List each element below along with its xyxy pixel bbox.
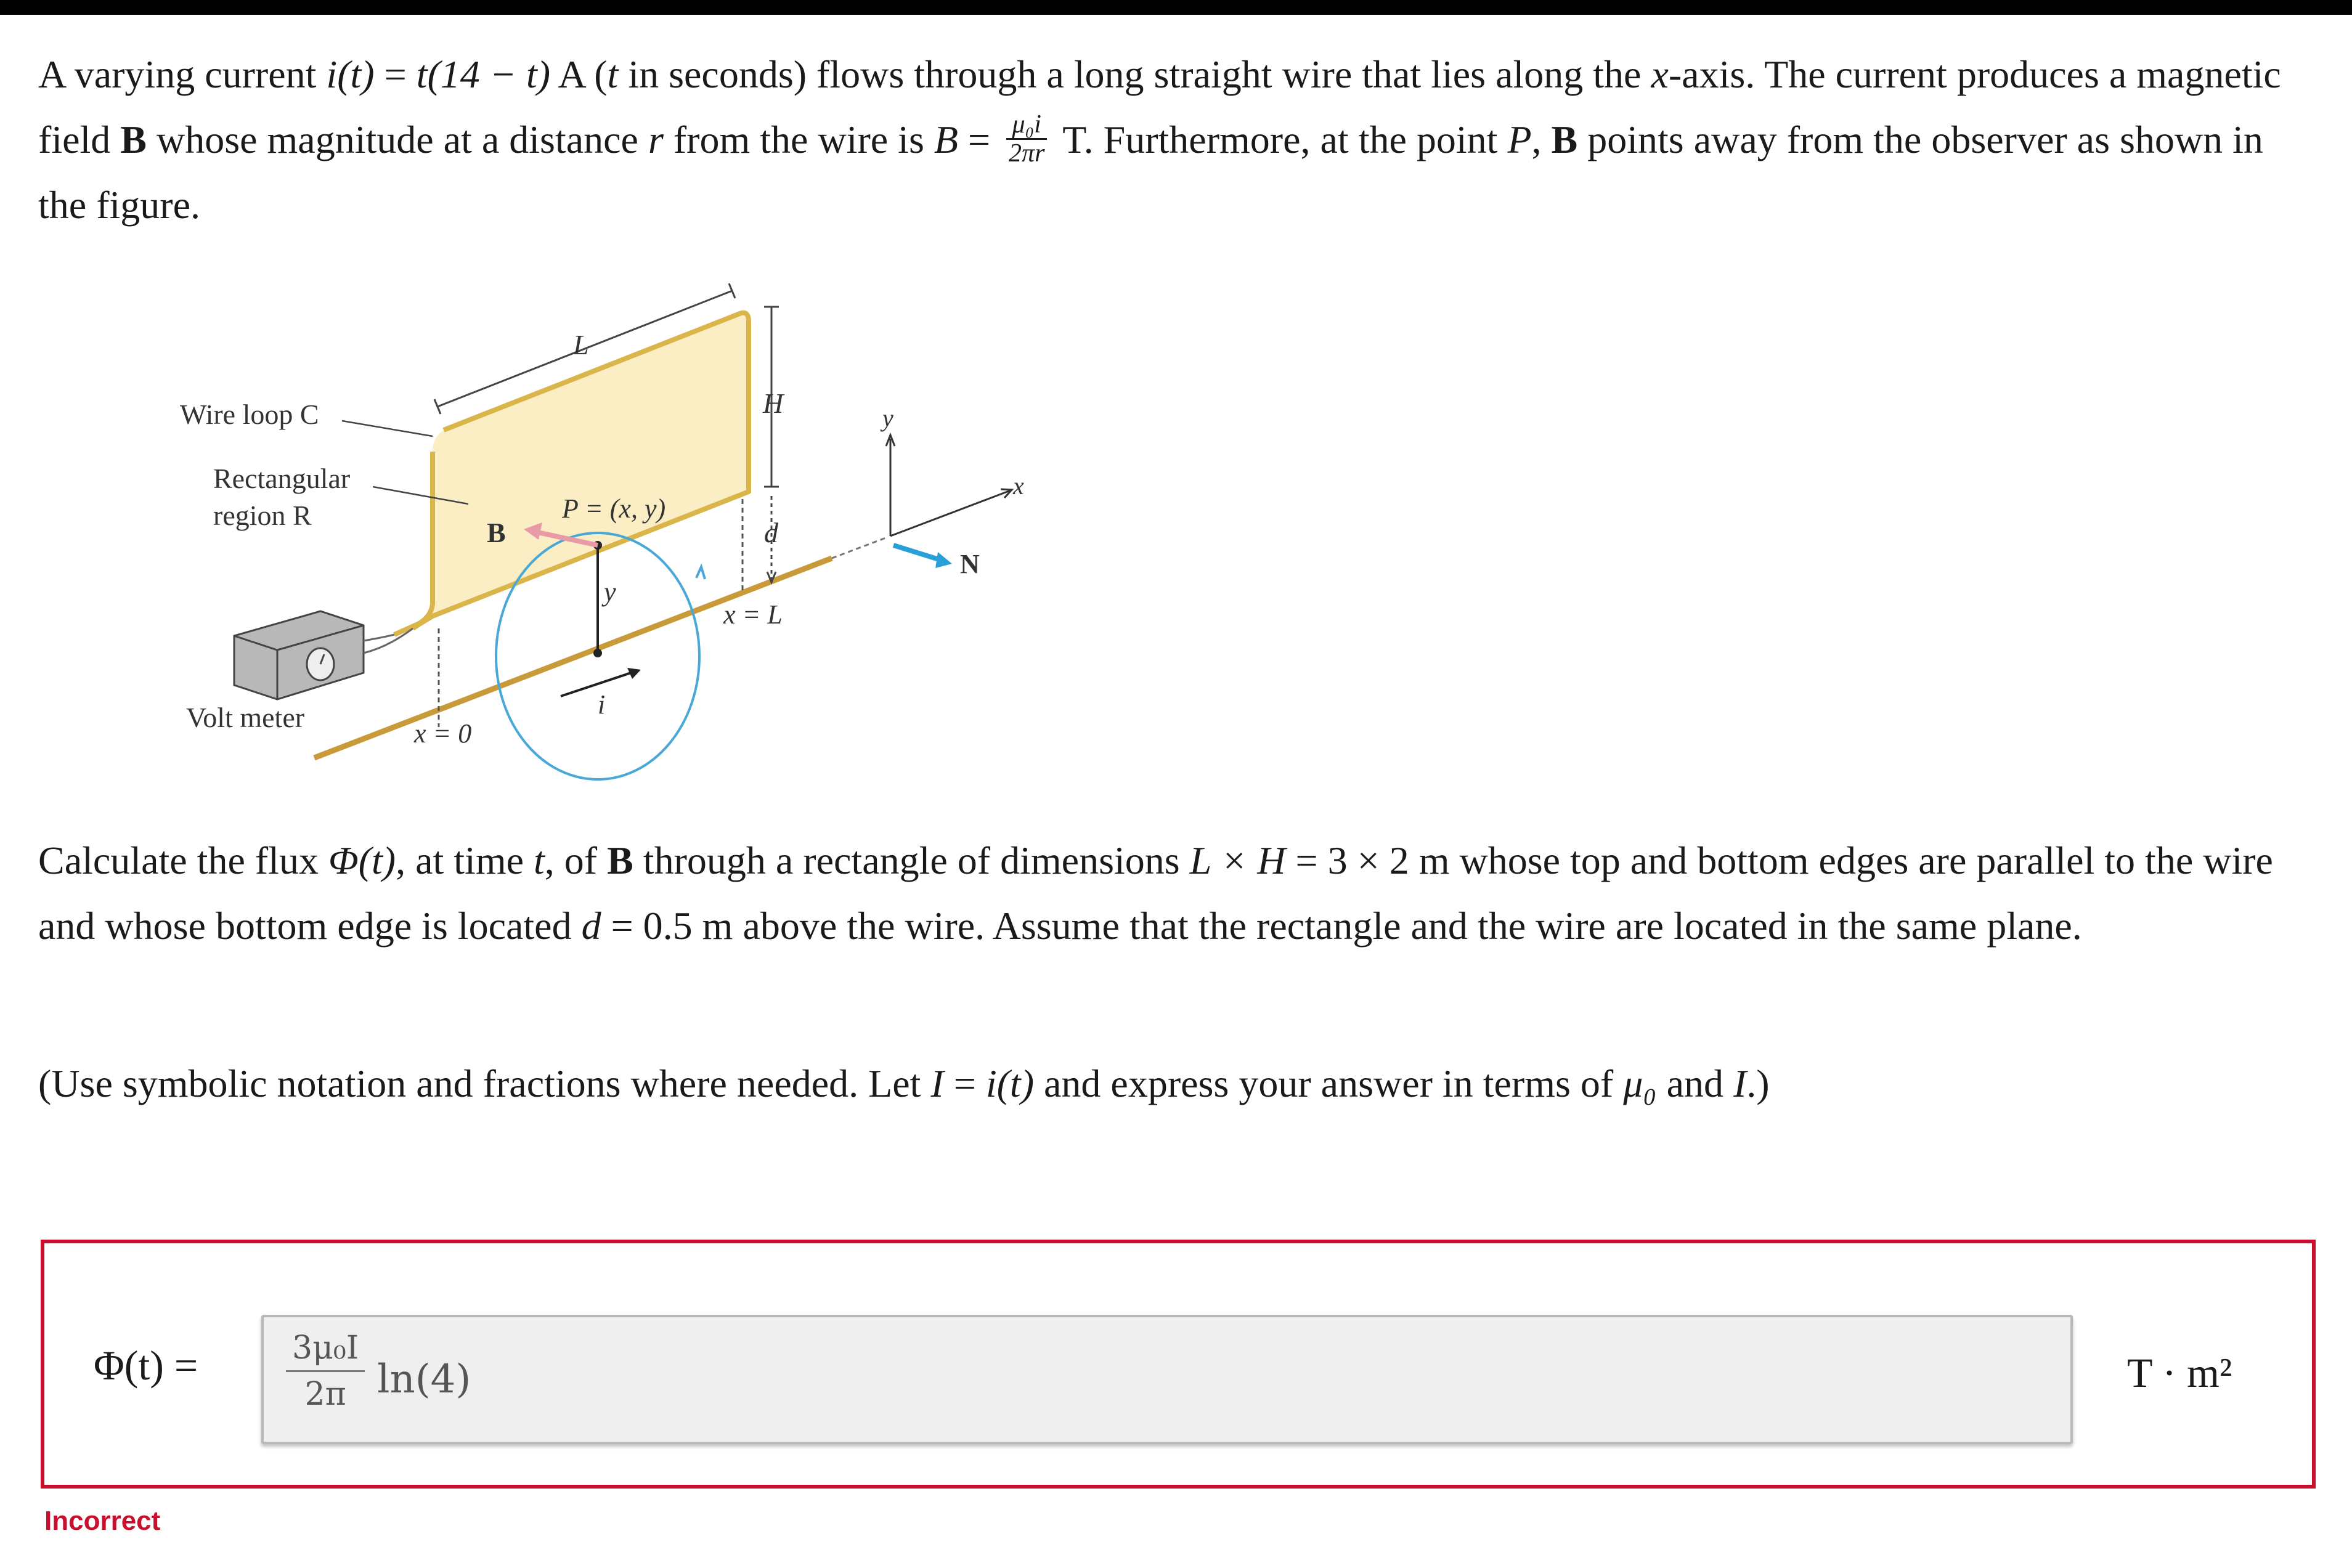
problem-intro: A varying current i(t) = t(14 − t) A (t in seconds) flows through a long straight wire that lies along the x-axis. The current produces a magnetic field B whose magnitude at a distance r from the wire is B = $\frac{\text{μ₀i}}{2\pi r}$ T. Furthermore, at the point P, B points away from the observer as shown in the figure. [38, 52, 2281, 227]
label-axis-x: x [1013, 472, 1024, 500]
answer-label: Φ(t) = [94, 1342, 198, 1389]
label-axis-y: y [882, 404, 893, 432]
long-wire [314, 558, 832, 758]
label-L: L [573, 329, 589, 360]
answer-input[interactable] [261, 1315, 2073, 1444]
label-point-P: P = (x, y) [562, 494, 666, 524]
answer-units: T · m² [2127, 1349, 2232, 1396]
label-volt-meter: Volt meter [186, 702, 305, 733]
label-x0: x = 0 [414, 718, 472, 749]
label-xL: x = L [723, 599, 783, 630]
wire-loop-figure [148, 271, 1084, 789]
answer-denominator: 2π [304, 1376, 346, 1413]
answer-log-term: ln(4) [377, 1357, 471, 1402]
label-B: B [487, 517, 506, 548]
N-arrow [893, 545, 943, 561]
label-current-i: i [598, 689, 606, 720]
answer-numerator: 3μ₀I [286, 1326, 365, 1372]
label-region-1: Rectangular [213, 463, 351, 494]
label-d: d [764, 517, 778, 548]
answer-fraction [286, 1326, 365, 1416]
instruction: (Use symbolic notation and fractions where needed. Let I = i(t) and express your answer in terms of μ₀ and I.) [38, 1062, 1770, 1105]
label-H: H [763, 388, 784, 419]
volt-meter [234, 611, 364, 699]
answer-box [41, 1240, 2316, 1489]
label-y-seg: y [604, 577, 616, 607]
label-region-2: region R [213, 500, 312, 531]
field-fraction: $\frac{\text{μ₀i}}{2\pi r}$ [1006, 111, 1047, 167]
status-incorrect: Incorrect [44, 1506, 161, 1536]
top-bar [0, 0, 2352, 15]
label-N: N [960, 549, 980, 579]
flux-question: Calculate the flux Φ(t), at time t, of B through a rectangle of dimensions L × H = 3 × 2 m whose top and bottom edges are parallel to the wire and whose bottom edge is located d = 0.5 m above the wire. Assume that the rectangle and the wire are located in the same plane. [38, 839, 2273, 948]
label-wire-loop: Wire loop C [180, 399, 319, 430]
